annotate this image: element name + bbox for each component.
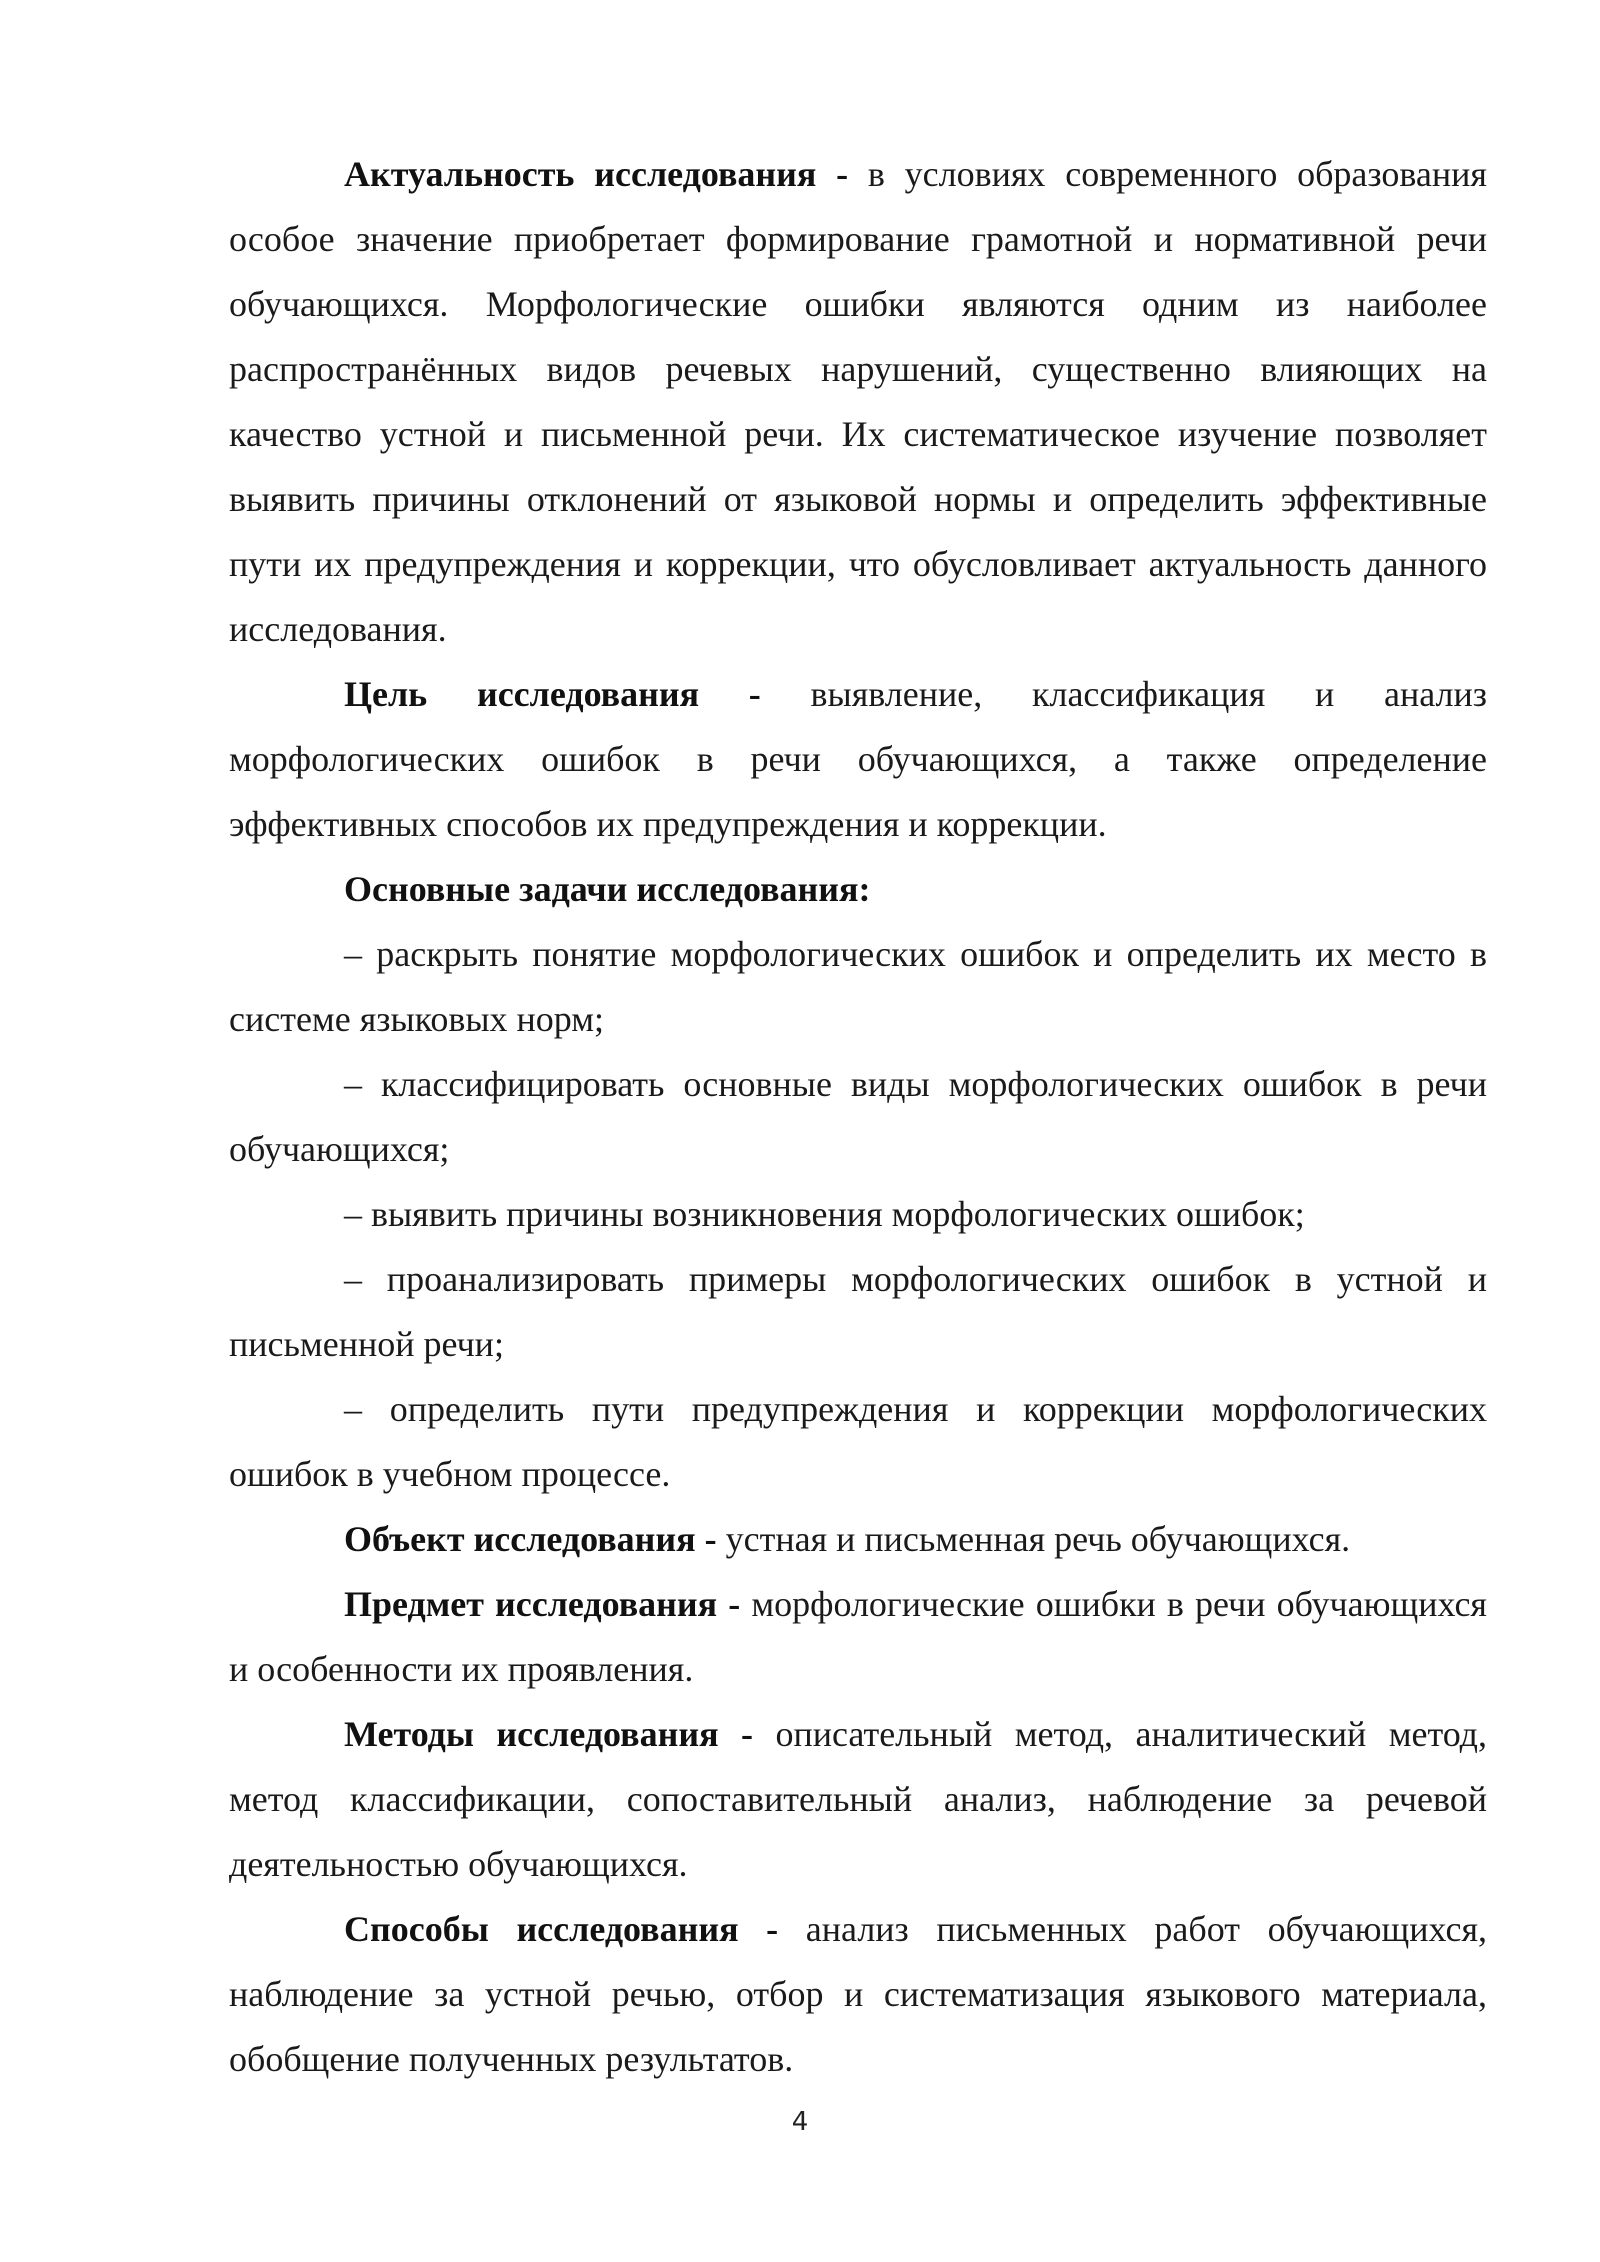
object-term: Объект исследования - — [344, 1519, 717, 1559]
tasks-heading — [229, 857, 1487, 922]
object-text: устная и письменная речь обучающихся. — [716, 1519, 1351, 1559]
goal-paragraph — [229, 662, 1487, 857]
task-item: – определить пути предупреждения и коррекции морфологических ошибок в учебном процессе. — [229, 1389, 1487, 1494]
object-paragraph — [229, 1507, 1487, 1572]
document-body — [229, 142, 1487, 2092]
subject-term: Предмет исследования - — [344, 1584, 741, 1624]
goal-text: выявление, классификация и анализ морфологических ошибок в речи обучающихся, а также определение эффективных способов их предупреждения и коррекции. — [229, 674, 1487, 844]
techniques-text: анализ письменных работ обучающихся, наблюдение за устной речью, отбор и систематизация языкового материала, обобщение полученных результатов. — [229, 1909, 1487, 2079]
goal-term: Цель исследования - — [344, 674, 761, 714]
task-item: – раскрыть понятие морфологических ошибок и определить их место в системе языковых норм; — [229, 934, 1487, 1039]
relevance-text: в условиях современного образования особое значение приобретает формирование грамотной и нормативной речи обучающихся. Морфологические ошибки являются одним из наиболее распространённых видов речевых нарушений, существенно влияющих на качество устной и письменной речи. Их систематическое изучение позволяет выявить причины отклонений от языковой нормы и определить эффективные пути их предупреждения и коррекции, что обусловливает актуальность данного исследования. — [229, 154, 1487, 649]
methods-paragraph — [229, 1702, 1487, 1897]
task-item: – проанализировать примеры морфологических ошибок в устной и письменной речи; — [229, 1259, 1487, 1364]
techniques-term: Способы исследования - — [344, 1909, 779, 1949]
task-item: – классифицировать основные виды морфологических ошибок в речи обучающихся; — [229, 1064, 1487, 1169]
task-item: – выявить причины возникновения морфологических ошибок; — [344, 1194, 1305, 1234]
subject-text: морфологические ошибки в речи обучающихся и особенности их проявления. — [229, 1584, 1487, 1689]
relevance-term: Актуальность исследования - — [344, 154, 849, 194]
methods-term: Методы исследования - — [344, 1714, 753, 1754]
techniques-paragraph — [229, 1897, 1487, 2092]
subject-paragraph — [229, 1572, 1487, 1702]
page-number: 4 — [791, 2107, 809, 2137]
tasks-heading-text: Основные задачи исследования: — [344, 869, 871, 909]
relevance-paragraph — [229, 142, 1487, 662]
methods-text: описательный метод, аналитический метод, метод классификации, сопоставительный анализ, наблюдение за речевой деятельностью обучающихся. — [229, 1714, 1487, 1884]
